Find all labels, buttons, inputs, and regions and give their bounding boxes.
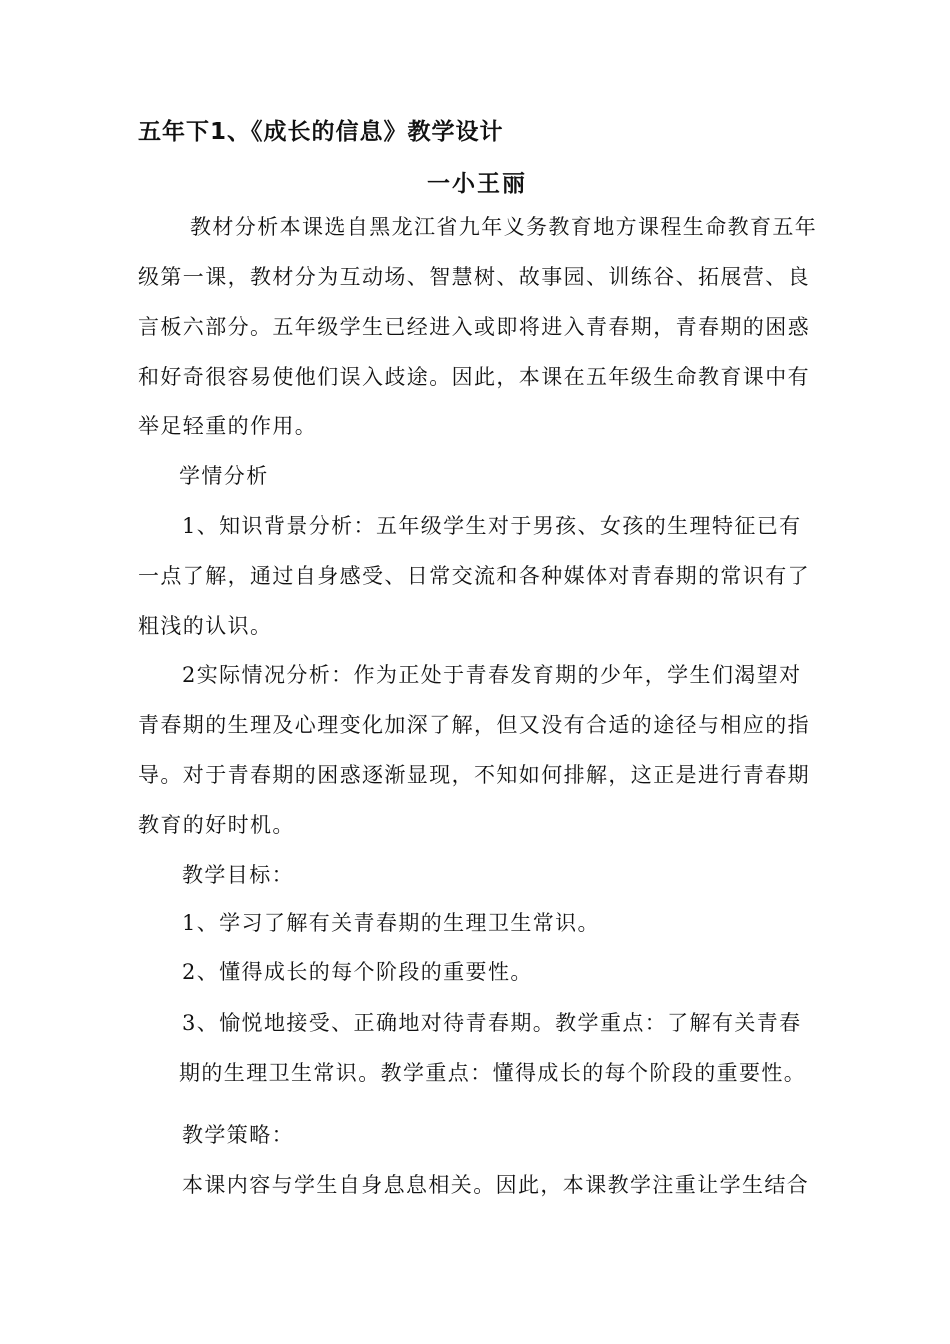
paragraph-line: 教育的好时机。 bbox=[138, 813, 295, 837]
document-author: 一小王丽 bbox=[427, 171, 527, 197]
paragraph-line: 举足轻重的作用。 bbox=[138, 414, 318, 438]
paragraph-line: 青春期的生理及心理变化加深了解，但又没有合适的途径与相应的指 bbox=[138, 713, 810, 737]
list-item-continuation: 期的生理卫生常识。教学重点：懂得成长的每个阶段的重要性。 bbox=[179, 1061, 807, 1085]
paragraph-line: 本课内容与学生自身息息相关。因此，本课教学注重让学生结合 bbox=[182, 1173, 810, 1197]
list-item: 3、愉悦地接受、正确地对待青春期。教学重点：了解有关青春 bbox=[182, 1011, 802, 1035]
list-item: 2、懂得成长的每个阶段的重要性。 bbox=[182, 960, 533, 984]
paragraph-line: 和好奇很容易使他们误入歧途。因此，本课在五年级生命教育课中有 bbox=[138, 365, 810, 389]
paragraph-line: 2实际情况分析：作为正处于青春发育期的少年，学生们渴望对 bbox=[182, 663, 802, 687]
paragraph-line: 粗浅的认识。 bbox=[138, 614, 273, 638]
section-heading: 学情分析 bbox=[179, 464, 269, 488]
section-heading: 教学策略： bbox=[182, 1123, 294, 1147]
paragraph-line: 言板六部分。五年级学生已经进入或即将进入青春期，青春期的困惑 bbox=[138, 315, 810, 339]
document-title: 五年下1、《成长的信息》教学设计 bbox=[138, 119, 504, 145]
paragraph-line: 一点了解，通过自身感受、日常交流和各种媒体对青春期的常识有了 bbox=[138, 564, 810, 588]
list-item: 1、学习了解有关青春期的生理卫生常识。 bbox=[182, 911, 600, 935]
paragraph-line: 级第一课，教材分为互动场、智慧树、故事园、训练谷、拓展营、良 bbox=[138, 265, 810, 289]
paragraph-line: 导。对于青春期的困惑逐渐显现，不知如何排解，这正是进行青春期 bbox=[138, 763, 810, 787]
section-heading: 教学目标： bbox=[182, 863, 294, 887]
paragraph-line: 教材分析本课选自黑龙江省九年义务教育地方课程生命教育五年 bbox=[190, 215, 818, 239]
paragraph-line: 1、知识背景分析：五年级学生对于男孩、女孩的生理特征已有 bbox=[182, 514, 802, 538]
